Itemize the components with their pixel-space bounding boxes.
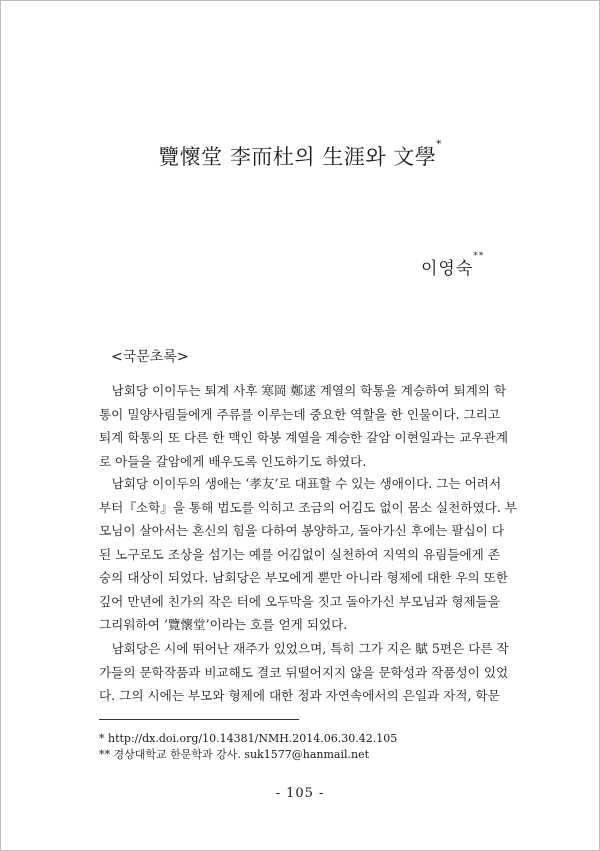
text-line: 부터『소학』을 통해 법도를 익히고 조금의 어김도 없이 몸소 실천하였다. 부 bbox=[99, 499, 518, 515]
text-line: 깊어 만년에 친가의 작은 터에 오두막을 짓고 돌아가신 부모님과 형제들을 bbox=[99, 593, 500, 609]
abstract-paragraph-2 bbox=[99, 472, 521, 637]
author-text: 이영숙 bbox=[421, 259, 474, 279]
text-line: 모님이 살아서는 혼신의 힘을 다하여 봉양하고, 돌아가신 후에는 팔십이 다 bbox=[99, 523, 504, 538]
paper-title bbox=[1, 141, 599, 171]
author-footnote-marker: ** bbox=[473, 251, 485, 261]
footnote-doi: * http://dx.doi.org/10.14381/NMH.2014.06.30.42.105 bbox=[99, 732, 398, 745]
text-line: 남회당 이이두는 퇴계 사후 寒岡 鄭逑 계열의 학통을 계승하여 퇴계의 학 bbox=[111, 383, 507, 398]
abstract-paragraph-1 bbox=[99, 379, 521, 473]
text-line: 숭의 대상이 되었다. 남회당은 부모에게 뿐만 아니라 형제에 대한 우의 또한 bbox=[99, 570, 509, 585]
author-name bbox=[421, 251, 485, 279]
text-line: 그리워하여 ‘覽懷堂’이라는 호를 얻게 되었다. bbox=[99, 617, 348, 632]
abstract-heading: <국문초록> bbox=[111, 349, 189, 365]
footnote-divider bbox=[99, 719, 299, 720]
text-line: 퇴계 학통의 또 다른 한 맥인 학봉 계열을 계승한 갈암 이현일과는 교우관계 bbox=[99, 430, 509, 445]
text-line: 된 노구로도 조상을 섬기는 예를 어김없이 실천하여 지역의 유림들에게 존 bbox=[99, 546, 500, 562]
title-text: 覽懷堂 李而杜의 生涯와 文學 bbox=[158, 145, 437, 169]
abstract-paragraph-3 bbox=[99, 637, 521, 708]
text-line: 남회당 이이두의 생애는 ‘孝友’로 대표할 수 있는 생애이다. 그는 어려서 bbox=[111, 476, 502, 491]
page-number: - 105 - bbox=[275, 786, 325, 801]
text-line: 남회당은 시에 뛰어난 재주가 있었으며, 특히 그가 지은 賦 5편은 다른 작 bbox=[111, 641, 509, 656]
text-line: 로 아들을 갈암에게 배우도록 인도하기도 하였다. bbox=[99, 453, 367, 469]
text-line: 가들의 문학작품과 비교해도 결코 뒤떨어지지 않을 문학성과 작품성이 있었 bbox=[99, 664, 509, 680]
title-footnote-marker: * bbox=[436, 139, 442, 150]
footnote-affiliation: ** 경상대학교 한문학과 강사. suk1577@hanmail.net bbox=[99, 748, 370, 761]
text-line: 통이 밀양사림들에게 주류를 이루는데 중요한 역할을 한 인물이다. 그리고 bbox=[99, 406, 500, 422]
text-line: 다. 그의 시에는 부모와 형제에 대한 정과 자연속에서의 은일과 자적, 학문 bbox=[99, 688, 500, 703]
